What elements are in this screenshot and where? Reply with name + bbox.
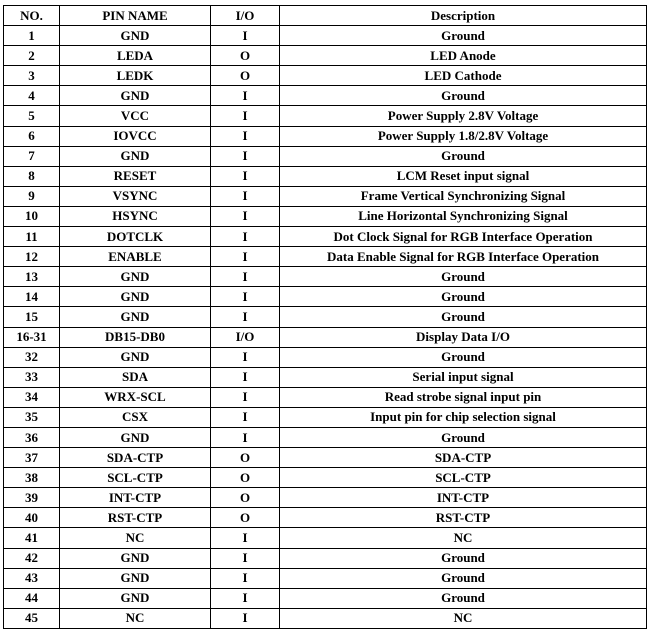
pin-number-cell: 40 [4, 508, 60, 528]
pin-number-cell: 11 [4, 227, 60, 247]
pin-name-cell: GND [60, 427, 211, 447]
pin-number-cell: 5 [4, 106, 60, 126]
description-cell: RST-CTP [280, 508, 647, 528]
pin-name-cell: VSYNC [60, 186, 211, 206]
description-cell: Frame Vertical Synchronizing Signal [280, 186, 647, 206]
description-cell: Ground [280, 307, 647, 327]
description-cell: Ground [280, 146, 647, 166]
pin-name-cell: LEDK [60, 66, 211, 86]
pin-number-cell: 13 [4, 267, 60, 287]
pin-name-cell: DB15-DB0 [60, 327, 211, 347]
pin-name-cell: GND [60, 86, 211, 106]
pin-name-cell: GND [60, 347, 211, 367]
description-cell: SCL-CTP [280, 468, 647, 488]
io-cell: I [211, 588, 280, 608]
table-row [4, 247, 647, 267]
pin-name-cell: GND [60, 568, 211, 588]
header-description: Description [280, 6, 647, 26]
io-cell: I [211, 186, 280, 206]
table-row [4, 427, 647, 447]
pin-name-cell: GND [60, 146, 211, 166]
table-row [4, 186, 647, 206]
pin-number-cell: 45 [4, 608, 60, 628]
pin-name-cell: NC [60, 528, 211, 548]
pin-number-cell: 42 [4, 548, 60, 568]
pin-name-cell: ENABLE [60, 247, 211, 267]
io-cell: I [211, 568, 280, 588]
description-cell: INT-CTP [280, 488, 647, 508]
pin-number-cell: 37 [4, 448, 60, 468]
description-cell: LCM Reset input signal [280, 166, 647, 186]
pin-number-cell: 1 [4, 26, 60, 46]
pin-name-cell: RST-CTP [60, 508, 211, 528]
pin-number-cell: 12 [4, 247, 60, 267]
table-row [4, 608, 647, 628]
table-body [4, 26, 647, 629]
pin-name-cell: DOTCLK [60, 227, 211, 247]
io-cell: O [211, 508, 280, 528]
pin-name-cell: LEDA [60, 46, 211, 66]
io-cell: I/O [211, 327, 280, 347]
io-cell: O [211, 488, 280, 508]
table-row [4, 166, 647, 186]
io-cell: O [211, 448, 280, 468]
table-row [4, 307, 647, 327]
table-row [4, 568, 647, 588]
pin-number-cell: 4 [4, 86, 60, 106]
pin-number-cell: 39 [4, 488, 60, 508]
pin-number-cell: 2 [4, 46, 60, 66]
pin-name-cell: WRX-SCL [60, 387, 211, 407]
pin-name-cell: INT-CTP [60, 488, 211, 508]
pin-number-cell: 43 [4, 568, 60, 588]
description-cell: Dot Clock Signal for RGB Interface Operation [280, 227, 647, 247]
description-cell: NC [280, 608, 647, 628]
pin-number-cell: 33 [4, 367, 60, 387]
table-row [4, 26, 647, 46]
pin-number-cell: 34 [4, 387, 60, 407]
table-row [4, 327, 647, 347]
io-cell: I [211, 86, 280, 106]
table-row [4, 126, 647, 146]
table-header [4, 6, 647, 26]
description-cell: LED Anode [280, 46, 647, 66]
io-cell: I [211, 528, 280, 548]
pin-number-cell: 35 [4, 407, 60, 427]
table-row [4, 66, 647, 86]
table-row [4, 407, 647, 427]
table-row [4, 347, 647, 367]
description-cell: Line Horizontal Synchronizing Signal [280, 206, 647, 226]
table-row [4, 106, 647, 126]
io-cell: O [211, 468, 280, 488]
pin-number-cell: 15 [4, 307, 60, 327]
description-cell: Power Supply 2.8V Voltage [280, 106, 647, 126]
pin-number-cell: 38 [4, 468, 60, 488]
description-cell: Ground [280, 287, 647, 307]
table-row [4, 468, 647, 488]
description-cell: Read strobe signal input pin [280, 387, 647, 407]
table-row [4, 588, 647, 608]
io-cell: I [211, 307, 280, 327]
table-row [4, 206, 647, 226]
io-cell: O [211, 46, 280, 66]
pin-name-cell: NC [60, 608, 211, 628]
io-cell: I [211, 126, 280, 146]
io-cell: O [211, 66, 280, 86]
pin-name-cell: IOVCC [60, 126, 211, 146]
io-cell: I [211, 367, 280, 387]
io-cell: I [211, 206, 280, 226]
pin-name-cell: SCL-CTP [60, 468, 211, 488]
pin-name-cell: GND [60, 588, 211, 608]
io-cell: I [211, 227, 280, 247]
table-row [4, 367, 647, 387]
description-cell: Input pin for chip selection signal [280, 407, 647, 427]
header-no: NO. [4, 6, 60, 26]
pin-number-cell: 41 [4, 528, 60, 548]
pin-number-cell: 44 [4, 588, 60, 608]
pin-number-cell: 10 [4, 206, 60, 226]
description-cell: Ground [280, 568, 647, 588]
description-cell: Ground [280, 86, 647, 106]
table-row [4, 528, 647, 548]
pin-name-cell: VCC [60, 106, 211, 126]
io-cell: I [211, 427, 280, 447]
description-cell: Ground [280, 26, 647, 46]
io-cell: I [211, 608, 280, 628]
description-cell: Ground [280, 548, 647, 568]
io-cell: I [211, 387, 280, 407]
pin-name-cell: CSX [60, 407, 211, 427]
pin-name-cell: GND [60, 267, 211, 287]
description-cell: SDA-CTP [280, 448, 647, 468]
table-row [4, 46, 647, 66]
pin-number-cell: 3 [4, 66, 60, 86]
description-cell: Ground [280, 347, 647, 367]
pin-name-cell: HSYNC [60, 206, 211, 226]
table-row [4, 448, 647, 468]
table-row [4, 548, 647, 568]
io-cell: I [211, 287, 280, 307]
header-io: I/O [211, 6, 280, 26]
description-cell: Power Supply 1.8/2.8V Voltage [280, 126, 647, 146]
table-row [4, 146, 647, 166]
description-cell: Data Enable Signal for RGB Interface Operation [280, 247, 647, 267]
io-cell: I [211, 26, 280, 46]
pin-number-cell: 8 [4, 166, 60, 186]
pin-name-cell: GND [60, 307, 211, 327]
pin-number-cell: 32 [4, 347, 60, 367]
description-cell: Serial input signal [280, 367, 647, 387]
pin-number-cell: 9 [4, 186, 60, 206]
table-row [4, 508, 647, 528]
io-cell: I [211, 407, 280, 427]
description-cell: Ground [280, 427, 647, 447]
pin-name-cell: SDA-CTP [60, 448, 211, 468]
pin-name-cell: GND [60, 26, 211, 46]
pin-name-cell: RESET [60, 166, 211, 186]
pin-number-cell: 6 [4, 126, 60, 146]
description-cell: Ground [280, 267, 647, 287]
io-cell: I [211, 548, 280, 568]
table-row [4, 387, 647, 407]
description-cell: Ground [280, 588, 647, 608]
description-cell: Display Data I/O [280, 327, 647, 347]
pin-name-cell: GND [60, 287, 211, 307]
table-row [4, 227, 647, 247]
pin-name-cell: GND [60, 548, 211, 568]
header-pin-name: PIN NAME [60, 6, 211, 26]
io-cell: I [211, 146, 280, 166]
pin-number-cell: 36 [4, 427, 60, 447]
pin-number-cell: 7 [4, 146, 60, 166]
table-row [4, 267, 647, 287]
pin-number-cell: 14 [4, 287, 60, 307]
description-cell: LED Cathode [280, 66, 647, 86]
io-cell: I [211, 347, 280, 367]
io-cell: I [211, 267, 280, 287]
pin-name-cell: SDA [60, 367, 211, 387]
table-row [4, 287, 647, 307]
io-cell: I [211, 247, 280, 267]
pin-number-cell: 16-31 [4, 327, 60, 347]
table-row [4, 86, 647, 106]
header-row [4, 6, 647, 26]
description-cell: NC [280, 528, 647, 548]
table-row [4, 488, 647, 508]
pin-table [3, 5, 647, 629]
io-cell: I [211, 166, 280, 186]
io-cell: I [211, 106, 280, 126]
